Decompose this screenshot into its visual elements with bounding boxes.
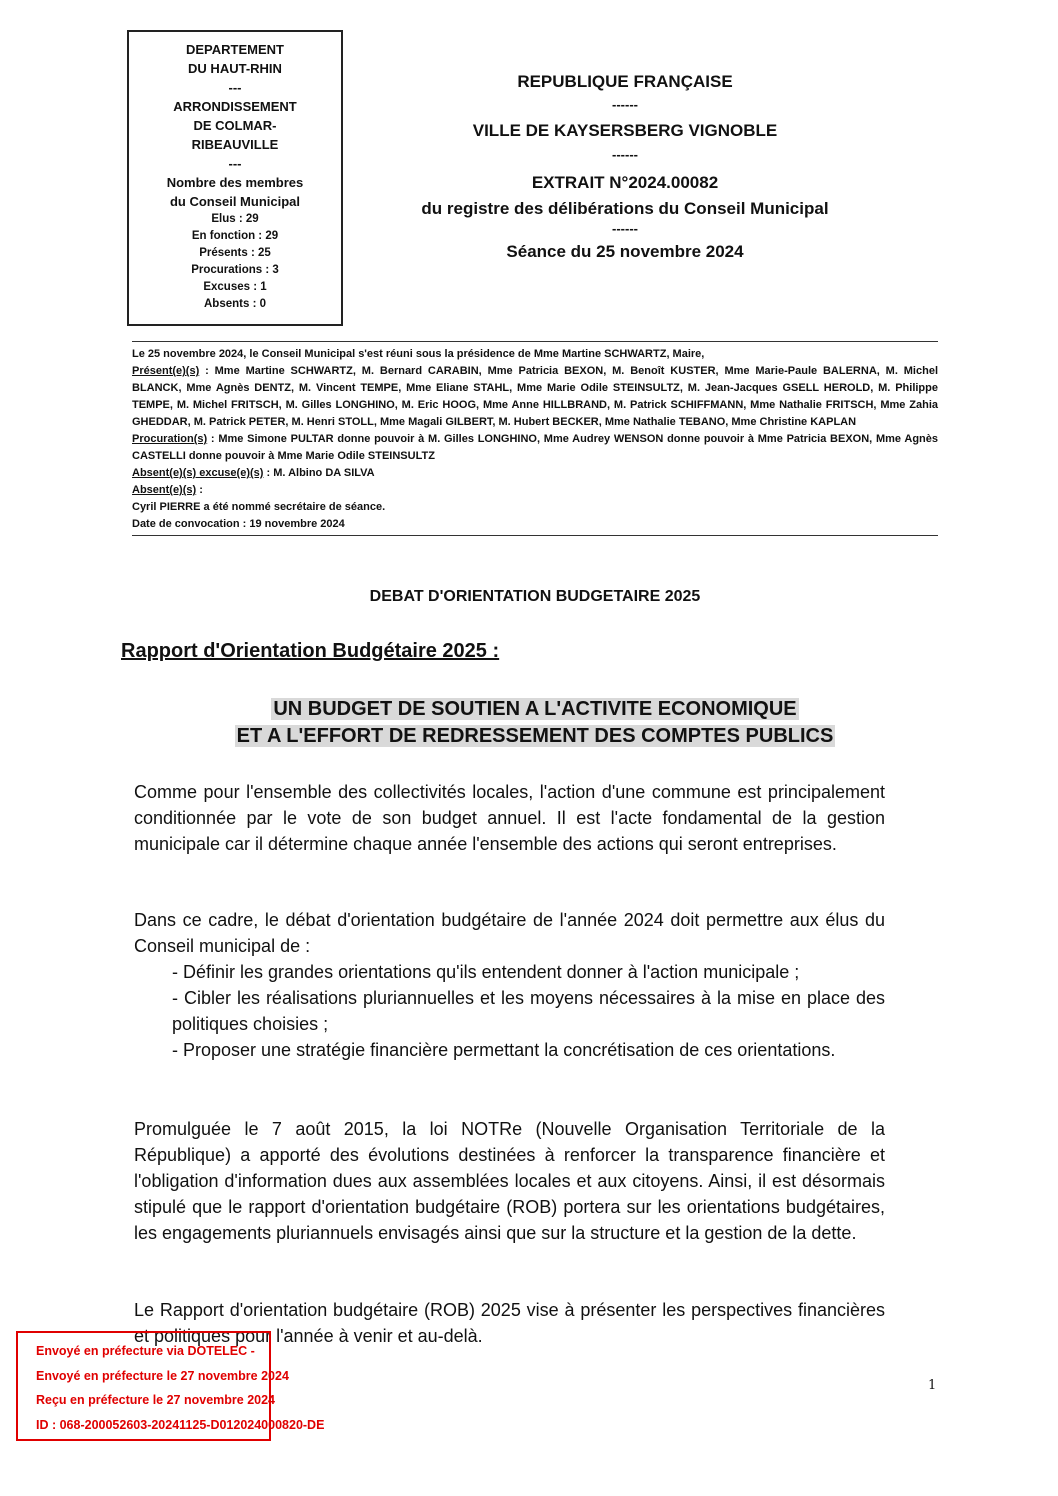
seance-date: Séance du 25 novembre 2024 xyxy=(506,242,744,261)
stamp-line: Envoyé en préfecture le 27 novembre 2024 xyxy=(36,1368,289,1383)
prefecture-stamp xyxy=(36,1339,324,1437)
elus-count: Elus : 29 xyxy=(211,213,259,225)
procuration-label: Procuration(s) xyxy=(132,433,208,445)
procuration-paragraph xyxy=(132,431,938,465)
document-header xyxy=(370,68,880,264)
rob-title: Rapport d'Orientation Budgétaire 2025 : xyxy=(121,640,500,662)
absents-count: Absents : 0 xyxy=(204,298,266,310)
procurations-count: Procurations : 3 xyxy=(191,264,279,276)
republique-title: REPUBLIQUE FRANÇAISE xyxy=(517,72,733,91)
excuses-list: : M. Albino DA SILVA xyxy=(263,467,375,479)
session-intro: Le 25 novembre 2024, le Conseil Municipal s'est réuni sous la présidence de Mme Martine SCHWARTZ, Maire, xyxy=(132,348,705,360)
excuses-paragraph xyxy=(132,465,938,482)
debat-title: DEBAT D'ORIENTATION BUDGETAIRE 2025 xyxy=(369,588,701,605)
dept-line: RIBEAUVILLE xyxy=(191,137,279,152)
absents-paragraph xyxy=(132,482,938,499)
dept-line: DEPARTEMENT xyxy=(186,42,284,57)
presents-list: : Mme Martine SCHWARTZ, M. Bernard CARABIN, Mme Patricia BEXON, M. Benoît KUSTER, Mme Marie-Paule BALERNA, M. Michel BLANCK, Mme Agnès DENTZ, M. Vincent TEMPE, Mme Eliane STAHL, Mme Marie Odile STEINSULTZ, M. Jean-Jacques GSELL HEROLD, M. Philippe TEMPE, M. Michel FRITSCH, M. Gilles LONGHINO, M. Eric HOOG, Mme Anne HILLBRAND, M. Patrick SCHIFFMANN, Mme Nathalie FRITSCH, Mme Zahia GHEDDAR, M. Patrick PETER, M. Henri STOLL, Mme Magali GILBERT, M. Hubert BECKER, Mme Nathalie TEBANO, Mme Christine KAPLAN xyxy=(132,365,938,428)
orientation-list xyxy=(172,959,885,1063)
attendance-block xyxy=(132,341,938,536)
dept-line: DE COLMAR- xyxy=(193,118,277,133)
header-separator: ------ xyxy=(612,97,638,112)
paragraph-text: Dans ce cadre, le débat d'orientation budgétaire de l'année 2024 doit permettre aux élus du Conseil municipal de : xyxy=(134,910,885,956)
ville-title: VILLE DE KAYSERSBERG VIGNOBLE xyxy=(472,121,778,140)
paragraph-1 xyxy=(134,779,885,857)
secretaire-line: Cyril PIERRE a été nommé secrétaire de séance. xyxy=(132,501,386,513)
presents-count: Présents : 25 xyxy=(199,247,271,259)
presents-paragraph xyxy=(132,363,938,431)
header-separator: ------ xyxy=(612,147,638,162)
stamp-line: Reçu en préfecture le 27 novembre 2024 xyxy=(36,1393,276,1407)
headline-line-1: UN BUDGET DE SOUTIEN A L'ACTIVITE ECONOMIQUE xyxy=(273,698,797,720)
extrait-number: EXTRAIT N°2024.00082 xyxy=(531,173,719,192)
dept-line: ARRONDISSEMENT xyxy=(173,99,297,114)
procuration-list: : Mme Simone PULTAR donne pouvoir à M. Gilles LONGHINO, Mme Audrey WENSON donne pouvoir à Mme Patricia BEXON, Mme Agnès CASTELLI donne pouvoir à Mme Marie Odile STEINSULTZ xyxy=(132,433,938,462)
paragraph-text: Le Rapport d'orientation budgétaire (ROB) 2025 vise à présenter les perspectives financières et politiques pour l'année à venir et au-delà. xyxy=(134,1300,885,1346)
dept-separator: --- xyxy=(228,156,242,171)
paragraph-3 xyxy=(134,1116,885,1246)
stamp-id: ID : 068-200052603-20241125-D012024000820-DE xyxy=(36,1417,325,1432)
headline-line-2: ET A L'EFFORT DE REDRESSEMENT DES COMPTES PUBLICS xyxy=(236,725,834,747)
headline xyxy=(132,696,938,750)
absents-label: Absent(e)(s) xyxy=(132,484,197,496)
list-item: - Cibler les réalisations pluriannuelles et les moyens nécessaires à la mise en place des politiques choisies ; xyxy=(172,988,885,1034)
absents-list: : xyxy=(196,484,203,496)
en-fonction-count: En fonction : 29 xyxy=(191,230,279,242)
paragraph-2 xyxy=(134,907,885,959)
page-number: 1 xyxy=(928,1378,937,1393)
department-box xyxy=(127,30,343,326)
paragraph-text: Promulguée le 7 août 2015, la loi NOTRe (Nouvelle Organisation Territoriale de la République) a apporté des évolutions destinées à renforcer la transparence financière et l'obligation d'information dues aux assemblées locales et aux citoyens. Ainsi, il est désormais stipulé que le rapport d'orientation budgétaire (ROB) portera sur les orientations budgétaires, les engagements pluriannuels envisagés ainsi que sur la structure et la gestion de la dette. xyxy=(134,1119,885,1243)
registre-subtitle: du registre des délibérations du Conseil Municipal xyxy=(421,199,829,218)
header-separator: ------ xyxy=(612,221,638,236)
excuses-count: Excuses : 1 xyxy=(203,281,267,293)
convocation-line: Date de convocation : 19 novembre 2024 xyxy=(132,518,345,530)
paragraph-text: Comme pour l'ensemble des collectivités locales, l'action d'une commune est principalement conditionnée par le vote de son budget annuel. Il est l'acte fondamental de la gestion municipale car il détermine chaque année l'ensemble des actions qui seront entreprises. xyxy=(134,782,885,854)
list-item: - Définir les grandes orientations qu'ils entendent donner à l'action municipale ; xyxy=(172,962,800,982)
stamp-line: Envoyé en préfecture via DOTELEC - xyxy=(36,1344,255,1358)
dept-line: DU HAUT-RHIN xyxy=(188,61,282,76)
dept-separator: --- xyxy=(228,80,242,95)
list-item: - Proposer une stratégie financière permettant la concrétisation de ces orientations. xyxy=(172,1040,836,1060)
dept-line: Nombre des membres xyxy=(166,175,304,190)
presents-label: Présent(e)(s) xyxy=(132,365,200,377)
excuses-label: Absent(e)(s) excuse(e)(s) xyxy=(132,467,264,479)
dept-line: du Conseil Municipal xyxy=(169,194,300,209)
